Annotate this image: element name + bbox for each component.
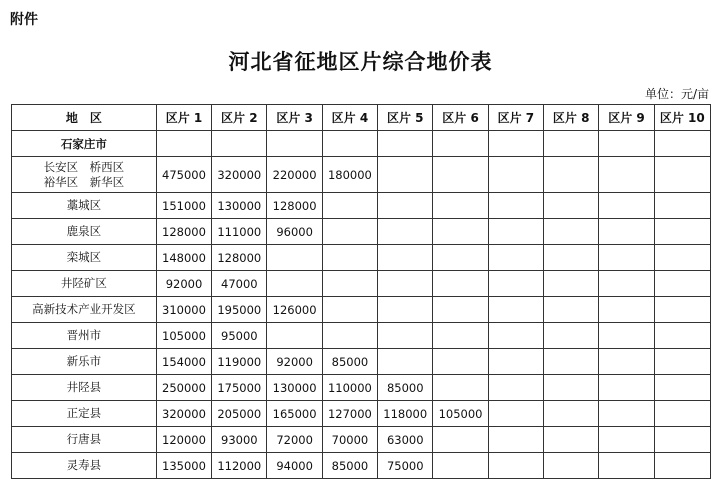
price-cell: 126000 [267,297,322,323]
area-name-line: 井陉县 [66,380,102,394]
price-cell [654,245,710,271]
price-cell [488,427,543,453]
price-cell: 128000 [212,245,267,271]
area-name-cell [12,219,157,245]
area-name-line: 长安区 桥西区 [43,159,125,174]
price-cell [488,323,543,349]
price-cell: 94000 [267,453,322,479]
price-cell: 128000 [156,219,211,245]
price-cell [378,157,433,193]
table-row [12,193,711,219]
price-cell [433,157,488,193]
price-cell: 127000 [322,401,377,427]
area-name-cell [12,157,157,193]
area-name-cell [12,349,157,375]
price-cell [544,157,599,193]
table-row [12,297,711,323]
price-cell [544,245,599,271]
area-name-line: 裕华区 新华区 [43,174,125,189]
table-row [12,427,711,453]
area-name-cell [12,427,157,453]
empty-cell [488,131,543,157]
price-cell [488,219,543,245]
price-cell [378,245,433,271]
price-cell [544,453,599,479]
price-cell [322,297,377,323]
empty-cell [599,131,654,157]
price-cell [378,349,433,375]
price-cell [433,427,488,453]
price-cell: 148000 [156,245,211,271]
price-cell: 93000 [212,427,267,453]
area-name-line: 高新技术产业开发区 [32,302,136,316]
price-cell [322,323,377,349]
empty-cell [267,131,322,157]
area-name-line: 晋州市 [66,328,102,342]
price-cell [654,193,710,219]
table-row [12,271,711,297]
price-cell: 320000 [156,401,211,427]
price-cell [654,323,710,349]
price-cell [322,271,377,297]
price-cell [599,323,654,349]
price-cell: 128000 [267,193,322,219]
price-cell: 92000 [156,271,211,297]
price-cell: 250000 [156,375,211,401]
price-cell [599,349,654,375]
price-cell [267,271,322,297]
area-name-line: 新乐市 [66,354,102,368]
price-cell: 130000 [212,193,267,219]
column-header-zone-8: 区片 8 [544,105,599,131]
price-cell [433,375,488,401]
table-body [12,105,711,479]
empty-cell [654,131,710,157]
table-row [12,245,711,271]
column-header-zone-1: 区片 1 [156,105,211,131]
price-cell [488,297,543,323]
area-name-line: 行唐县 [66,432,102,446]
area-name-line: 藁城区 [66,198,102,212]
column-header-area: 地 区 [12,105,157,131]
price-cell [654,271,710,297]
price-cell [488,401,543,427]
price-cell [599,375,654,401]
price-cell [544,193,599,219]
price-cell [322,193,377,219]
section-title: 石家庄市 [12,131,157,157]
price-cell [322,245,377,271]
price-cell [654,453,710,479]
price-cell: 63000 [378,427,433,453]
area-name-cell [12,297,157,323]
column-header-zone-6: 区片 6 [433,105,488,131]
price-cell [544,349,599,375]
price-cell: 85000 [322,453,377,479]
column-header-zone-3: 区片 3 [267,105,322,131]
empty-cell [378,131,433,157]
column-header-zone-4: 区片 4 [322,105,377,131]
price-cell: 165000 [267,401,322,427]
price-cell [488,157,543,193]
empty-cell [156,131,211,157]
price-cell: 96000 [267,219,322,245]
price-cell: 205000 [212,401,267,427]
price-cell [433,297,488,323]
table-row [12,401,711,427]
column-header-zone-10: 区片 10 [654,105,710,131]
area-name-cell [12,323,157,349]
price-cell: 151000 [156,193,211,219]
price-cell: 154000 [156,349,211,375]
price-cell [488,245,543,271]
price-cell: 85000 [322,349,377,375]
price-cell [544,323,599,349]
price-cell [488,271,543,297]
price-cell [488,453,543,479]
area-name-line: 正定县 [66,406,102,420]
price-cell [654,401,710,427]
table-row [12,349,711,375]
price-cell: 135000 [156,453,211,479]
area-name-line: 栾城区 [66,250,102,264]
price-cell: 105000 [156,323,211,349]
column-header-zone-7: 区片 7 [488,105,543,131]
price-cell [488,375,543,401]
empty-cell [433,131,488,157]
column-header-zone-5: 区片 5 [378,105,433,131]
price-cell [433,193,488,219]
area-name-cell [12,245,157,271]
price-cell [378,219,433,245]
price-cell: 110000 [322,375,377,401]
price-cell [378,193,433,219]
empty-cell [212,131,267,157]
price-cell [654,297,710,323]
price-cell [433,219,488,245]
table-row [12,375,711,401]
price-cell [433,349,488,375]
price-cell [599,157,654,193]
area-name-cell [12,271,157,297]
price-cell [488,349,543,375]
empty-cell [544,131,599,157]
column-header-zone-2: 区片 2 [212,105,267,131]
price-cell [654,219,710,245]
price-cell [544,427,599,453]
price-cell: 220000 [267,157,322,193]
price-cell [433,323,488,349]
table-row [12,323,711,349]
price-cell [599,453,654,479]
price-cell [544,375,599,401]
price-cell [599,427,654,453]
price-cell [267,323,322,349]
price-cell [433,245,488,271]
price-cell: 175000 [212,375,267,401]
area-name-line: 鹿泉区 [66,224,102,238]
price-cell [378,271,433,297]
area-name-line: 井陉矿区 [60,276,107,290]
price-cell: 120000 [156,427,211,453]
price-cell: 119000 [212,349,267,375]
price-cell: 475000 [156,157,211,193]
price-cell: 130000 [267,375,322,401]
price-cell: 111000 [212,219,267,245]
area-name-cell [12,401,157,427]
price-cell [544,297,599,323]
price-cell [378,323,433,349]
table-row [12,157,711,193]
price-cell [654,375,710,401]
price-cell: 195000 [212,297,267,323]
price-cell: 92000 [267,349,322,375]
table-row [12,453,711,479]
price-cell [654,427,710,453]
price-cell: 320000 [212,157,267,193]
price-cell: 47000 [212,271,267,297]
price-cell [654,349,710,375]
area-name-line: 灵寿县 [66,458,102,472]
price-cell [433,453,488,479]
price-cell: 75000 [378,453,433,479]
price-cell [599,297,654,323]
section-row [12,131,711,157]
unit-label: 单位：元/亩 [644,87,709,101]
area-name-cell [12,453,157,479]
price-cell [544,401,599,427]
empty-cell [322,131,377,157]
price-cell: 310000 [156,297,211,323]
price-cell: 105000 [433,401,488,427]
price-cell [322,219,377,245]
price-cell: 85000 [378,375,433,401]
attachment-label: 附件 [10,12,38,28]
page-title: 河北省征地区片综合地价表 [228,49,493,74]
price-cell [599,271,654,297]
price-cell [544,271,599,297]
area-name-cell [12,193,157,219]
price-cell [599,245,654,271]
price-cell [488,193,543,219]
column-header-zone-9: 区片 9 [599,105,654,131]
price-cell: 72000 [267,427,322,453]
price-cell [433,271,488,297]
price-cell [599,401,654,427]
price-cell: 70000 [322,427,377,453]
price-cell: 180000 [322,157,377,193]
price-cell: 112000 [212,453,267,479]
table-header-row [12,105,711,131]
table-row [12,219,711,245]
price-cell [599,219,654,245]
price-cell [378,297,433,323]
area-name-cell [12,375,157,401]
price-cell: 118000 [378,401,433,427]
price-cell [599,193,654,219]
price-cell: 95000 [212,323,267,349]
land-price-table [11,104,711,479]
price-cell [267,245,322,271]
price-cell [654,157,710,193]
price-cell [544,219,599,245]
